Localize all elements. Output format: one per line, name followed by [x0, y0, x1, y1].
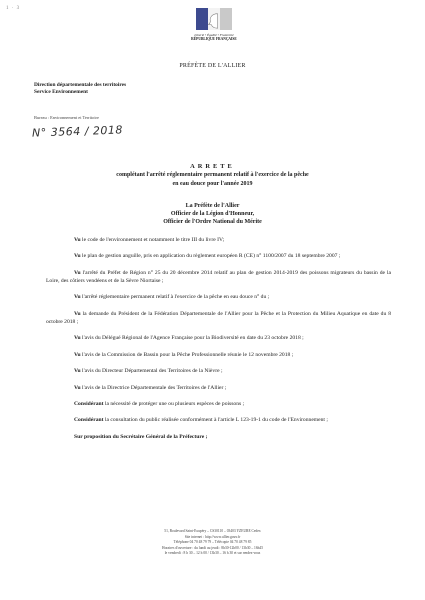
decree-subtitle-line-2: en eau douce pour l'année 2019: [172, 181, 253, 187]
prefete-line-1: La Préfète de l'Allier: [185, 203, 240, 209]
logo-motto: Liberté • Égalité • Fraternité: [194, 33, 234, 37]
tricolor-flag-icon: [196, 8, 232, 30]
recital-clause: Considérant la nécessité de protéger une ou plusieurs espèces de poissons ;: [74, 400, 245, 407]
footer-contact: [0, 529, 425, 557]
republic-logo: [186, 8, 242, 41]
prefete-line-2: Officier de la Légion d'Honneur,: [170, 211, 255, 217]
recital-clause: Vu le code de l'environnement et notamment le titre III du livre IV;: [74, 237, 225, 243]
footer-website: Site internet : http://www.allier.gouv.fr: [184, 534, 241, 539]
issuing-service: [34, 82, 126, 96]
handwritten-reference-number: N° 3564 / 2018: [31, 123, 124, 140]
footer-address: 51, Boulevard Saint-Exupéry – CS30110 – 03403 YZEURE Cedex: [164, 529, 261, 533]
marianne-profile-icon: [205, 12, 223, 30]
recitals: [46, 236, 391, 447]
recital-clause: Vu le plan de gestion anguille, pris en application du règlement européen R (CE) n° 1100/2007 du 18 septembre 2007 ;: [74, 253, 341, 260]
prefete-titles: [0, 202, 425, 226]
footer-phone: Téléphone 04 70 48 79 79 – Télécopie 04 70 48 79 85: [173, 540, 252, 545]
footer-hours-friday: le vendredi : 8 h 30 – 12 h 00 / 13h30 – 16 h 30 et sur rendez-vous: [164, 551, 261, 556]
corner-mark: 1 · 3: [6, 6, 21, 11]
bureau-line: Bureau : Environnement et Territoire: [34, 115, 99, 120]
prefecture-heading: PRÉFÈTE DE L'ALLIER: [179, 63, 246, 69]
logo-republic-label: RÉPUBLIQUE FRANÇAISE: [191, 37, 237, 41]
recital-clause: Vu l'avis du Directeur Départemental des Territoires de la Nièvre ;: [74, 368, 223, 375]
decree-title: [0, 163, 425, 188]
recital-clause: Vu l'avis du Délégué Régional de l'Agence Française pour la Biodiversité en date du 23 octobre 2018 ;: [74, 335, 304, 342]
footer-hours-weekdays: Horaires d'ouverture : du lundi au jeudi : 8h30-12h00 / 13h30 – 16h45: [161, 545, 264, 550]
recital-clause: Vu l'avis de la Directrice Départementale des Territoires de l'Allier ;: [74, 384, 227, 391]
recital-clause: Vu l'avis de la Commission de Bassin pour la Pêche Professionnelle réunie le 12 novembre 2018 ;: [74, 351, 294, 358]
service-name: Service Environnement: [34, 89, 88, 95]
recital-clause: Vu l'arrêté du Préfet de Région n° 25 du 20 décembre 2014 relatif au plan de gestion 2014-2019 des poissons migrateurs du bassin de la Loire, des côtiers vendéens et de la Sèvre Niortaise ;: [46, 269, 391, 284]
proposition-line: Sur proposition du Secrétaire Général de la Préfecture ;: [74, 433, 208, 440]
arrete-heading: ARRETE: [190, 163, 235, 170]
recital-clause: Considérant la consultation du public réalisée conformément à l'article L 123-19-1 du code de l'Environnement ;: [74, 417, 328, 424]
direction-name: Direction départementale des territoires: [34, 82, 127, 88]
recital-clause: Vu l'arrêté réglementaire permanent relatif à l'exercice de la pêche en eau douce n° du ;: [74, 294, 270, 301]
prefete-line-3: Officier de l'Ordre National du Mérite: [163, 219, 262, 225]
recital-clause: Vu la demande du Président de la Fédération Départementale de l'Allier pour la Pêche et la Protection du Milieu Aquatique en date du 8 octobre 2018 ;: [46, 310, 392, 325]
decree-subtitle-line-1: complétant l'arrêté réglementaire permanent relatif à l'exercice de la pêche: [116, 172, 309, 178]
